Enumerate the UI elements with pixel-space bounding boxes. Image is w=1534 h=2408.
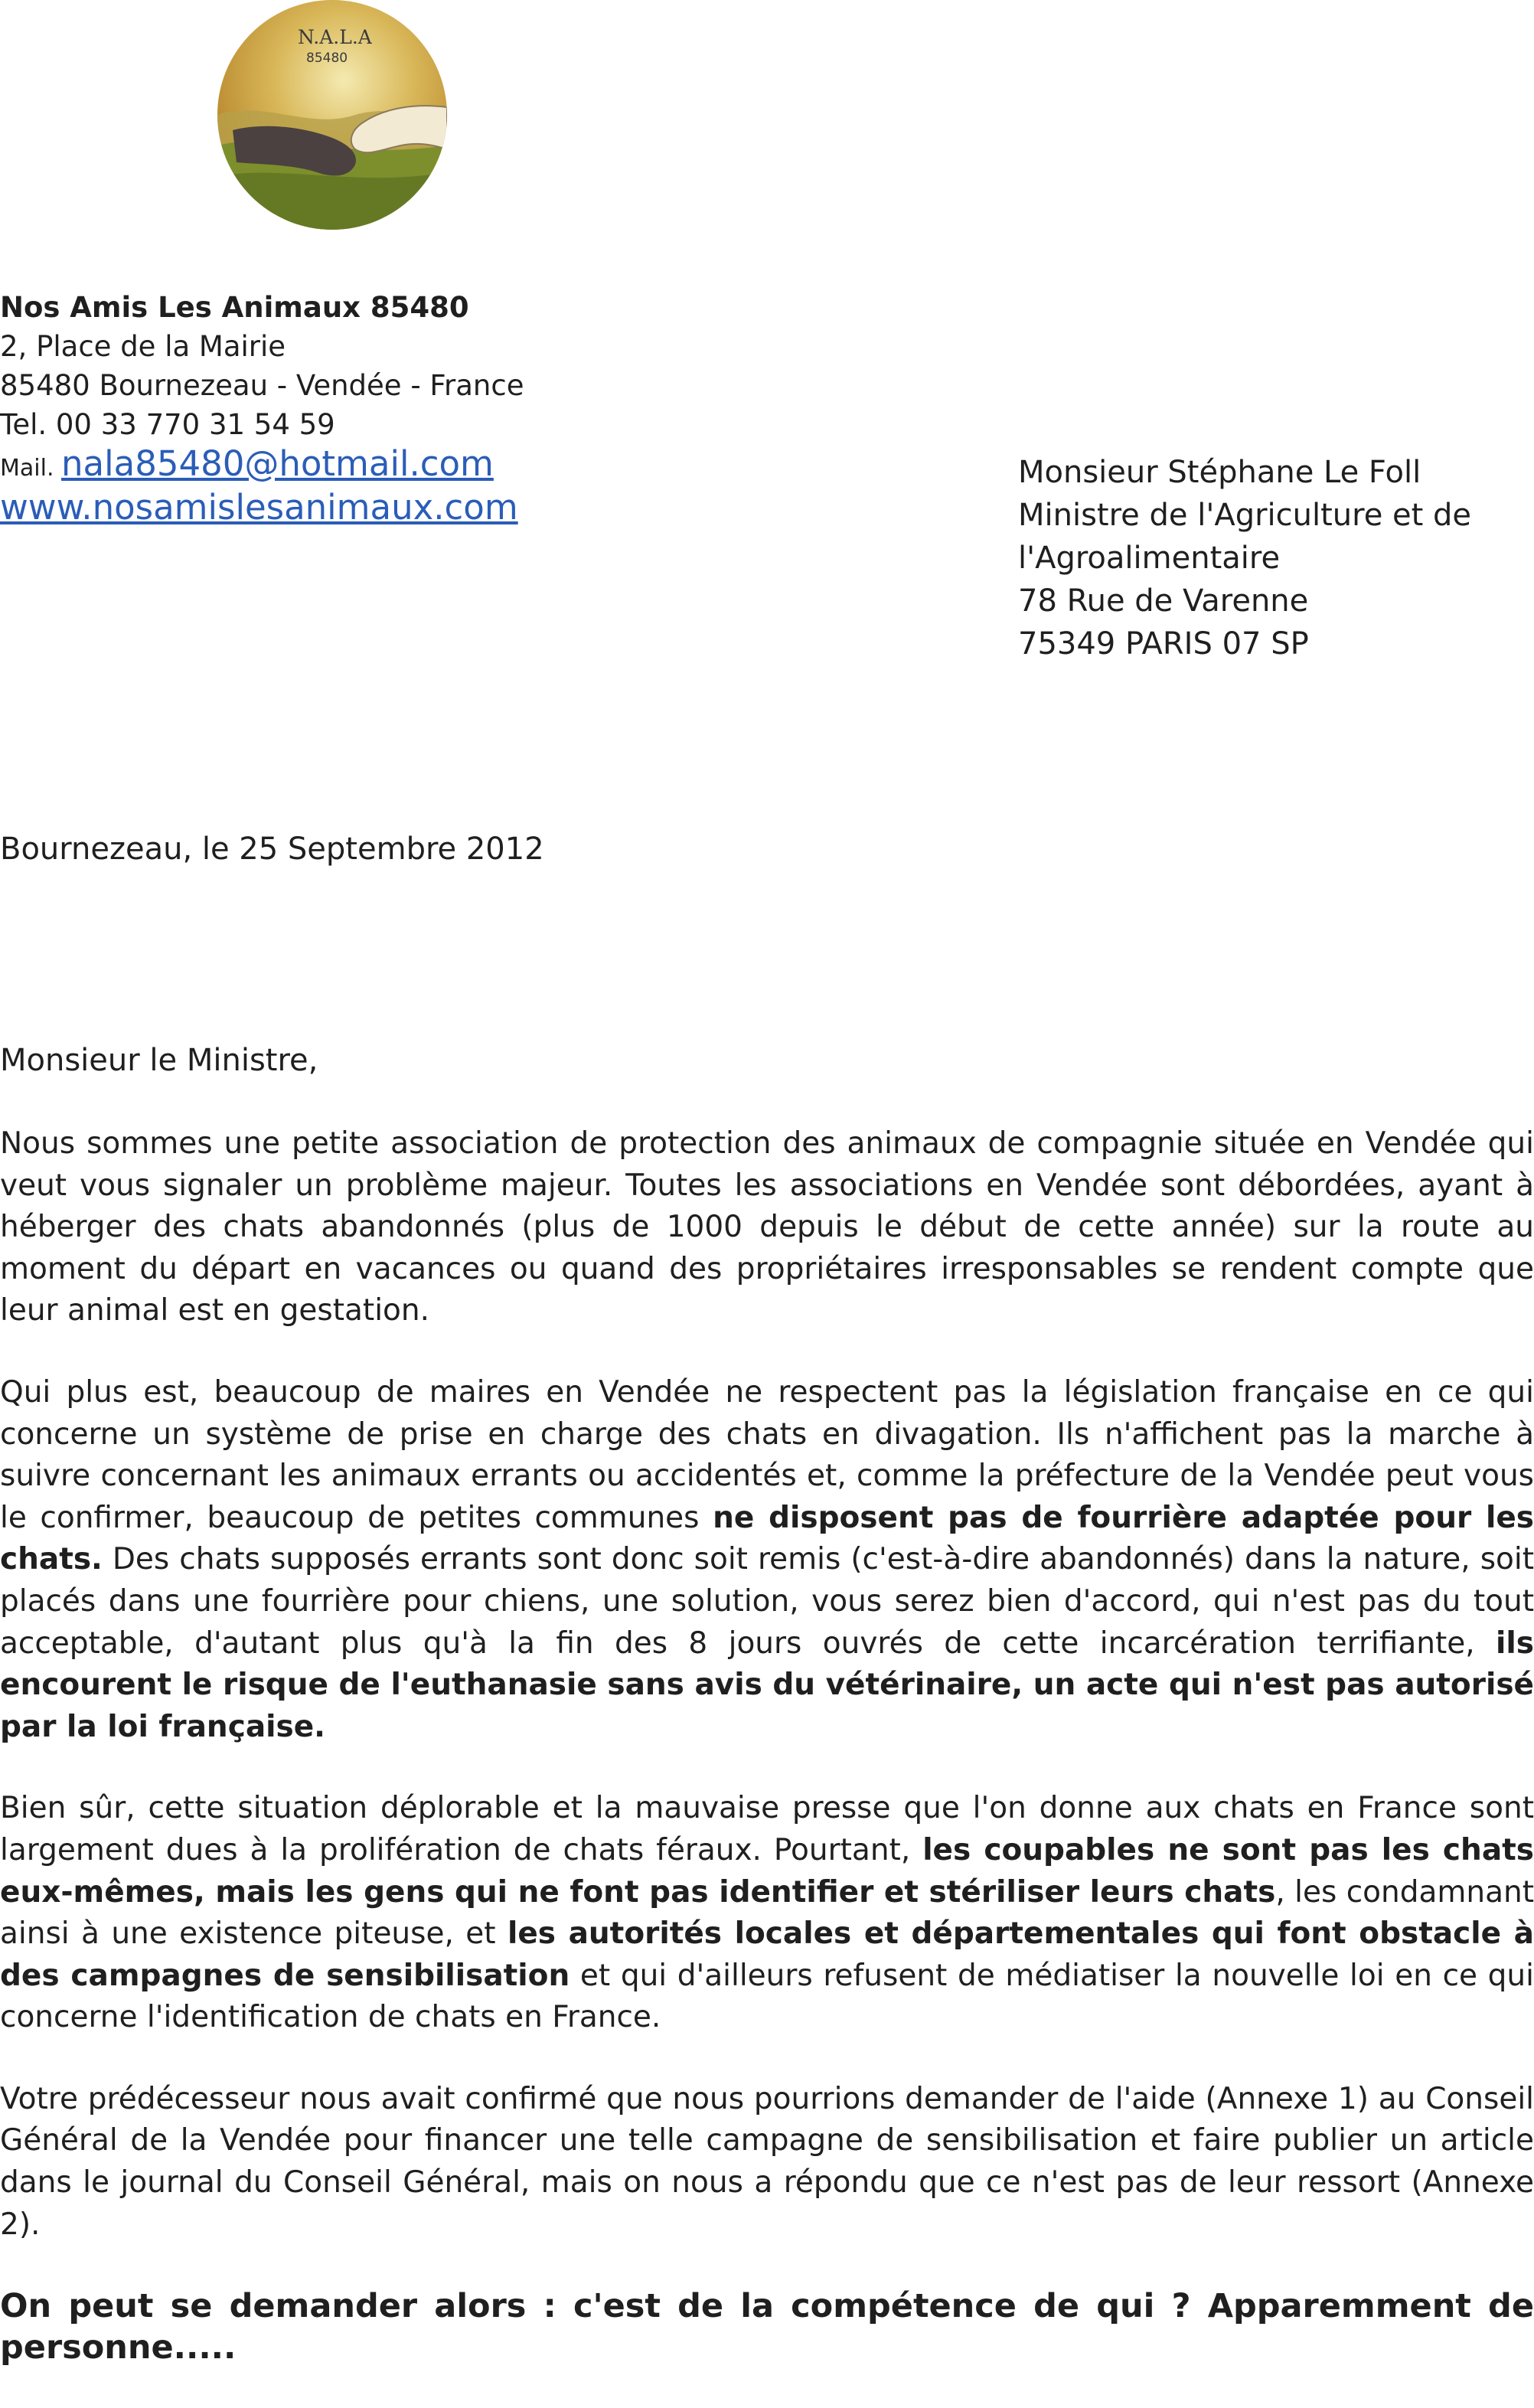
paragraph-2-text: Qui plus est, beaucoup de maires en Vendée ne respectent pas la législation française en ce qui concerne un système de prise en charge des chats en divagation. Ils n'affichent pas la marche à suivre concernant les animaux errants ou accidentés et, comme la préfecture de la Vendée peut vous le confirmer, beaucoup de petites communes bbox=[0, 1374, 1534, 1535]
sender-website-line bbox=[0, 488, 524, 529]
nala-logo bbox=[217, 0, 447, 230]
email-link[interactable]: nala85480@hotmail.com bbox=[61, 443, 494, 484]
logo-text-nala: N.A.L.A bbox=[298, 26, 372, 48]
paragraph-2-emphasis: ils encourent le risque de l'euthanasie sans avis du vétérinaire, un acte qui n'est pas autorisé par la loi française. bbox=[0, 1625, 1534, 1744]
paragraph-3-text: , les condamnant ainsi à une existence piteuse, et bbox=[0, 1874, 1534, 1952]
letter-body bbox=[0, 1123, 1534, 2408]
recipient-line: Ministre de l'Agriculture et de bbox=[1018, 498, 1472, 533]
paragraph-1: Nous sommes une petite association de protection des animaux de compagnie située en Vendée qui veut vous signaler un problème majeur. Toutes les associations en Vendée sont débordées, ayant à héberger des chats abandonnés (plus de 1000 depuis le début de cette année) sur la route au moment du départ en vacances ou quand des propriétaires irresponsables se rendent compte que leur animal est en gestation. bbox=[0, 1126, 1534, 1328]
letter-date: Bournezeau, le 25 Septembre 2012 bbox=[0, 832, 544, 867]
paragraph-2-emphasis: ne disposent pas de fourrière adaptée pour les chats. bbox=[0, 1500, 1534, 1577]
recipient-line: l'Agroalimentaire bbox=[1018, 541, 1281, 576]
sender-block bbox=[0, 288, 524, 529]
closing-question: On peut se demander alors : c'est de la compétence de qui ? Apparemment de personne..... bbox=[0, 2287, 1534, 2367]
recipient-line: 75349 PARIS 07 SP bbox=[1018, 626, 1309, 662]
sender-address-line1: 2, Place de la Mairie bbox=[0, 330, 286, 363]
paragraph-3-emphasis: les autorités locales et départementales qui font obstacle à des campagnes de sensibilisation bbox=[0, 1916, 1534, 1993]
sender-address-line2: 85480 Bournezeau - Vendée - France bbox=[0, 369, 524, 402]
paragraph-3-text: et qui d'ailleurs refusent de médiatiser la nouvelle loi en ce qui concerne l'identification de chats en France. bbox=[0, 1958, 1534, 2035]
mail-label: Mail. bbox=[0, 455, 62, 482]
paragraph-3-text: Bien sûr, cette situation déplorable et la mauvaise presse que l'on donne aux chats en France sont largement dues à la prolifération de chats féraux. Pourtant, bbox=[0, 1791, 1534, 1867]
recipient-line: Monsieur Stéphane Le Foll bbox=[1018, 455, 1421, 490]
paragraph-2 bbox=[0, 1372, 1534, 1748]
salutation: Monsieur le Ministre, bbox=[0, 1043, 318, 1078]
logo-text-85480: 85480 bbox=[306, 51, 348, 66]
website-link[interactable]: www.nosamislesanimaux.com bbox=[0, 487, 518, 528]
sender-name: Nos Amis Les Animaux 85480 bbox=[0, 291, 469, 324]
paragraph-4: Votre prédécesseur nous avait confirmé que nous pourrions demander de l'aide (Annexe 1) au Conseil Général de la Vendée pour financer une telle campagne de sensibilisation et faire publier un article dans le journal du Conseil Général, mais on nous a répondu que ce n'est pas de leur ressort (Annexe 2). bbox=[0, 2081, 1534, 2242]
paragraph-3-emphasis: les coupables ne sont pas les chats eux-mêmes, mais les gens qui ne font pas identifier et stériliser leurs chats bbox=[0, 1832, 1534, 1910]
paragraph-2-text: Des chats supposés errants sont donc soit remis (c'est-à-dire abandonnés) dans la nature, soit placés dans une fourrière pour chiens, une solution, vous serez bien d'accord, qui n'est pas du tout acceptable, d'autant plus qu'à la fin des 8 jours ouvrés de cette incarcération terrifiante, bbox=[0, 1542, 1534, 1661]
sender-phone: Tel. 00 33 770 31 54 59 bbox=[0, 408, 335, 441]
sender-email-line bbox=[0, 444, 524, 488]
recipient-block bbox=[1018, 451, 1471, 665]
recipient-line: 78 Rue de Varenne bbox=[1018, 583, 1309, 619]
paragraph-3 bbox=[0, 1788, 1534, 2039]
